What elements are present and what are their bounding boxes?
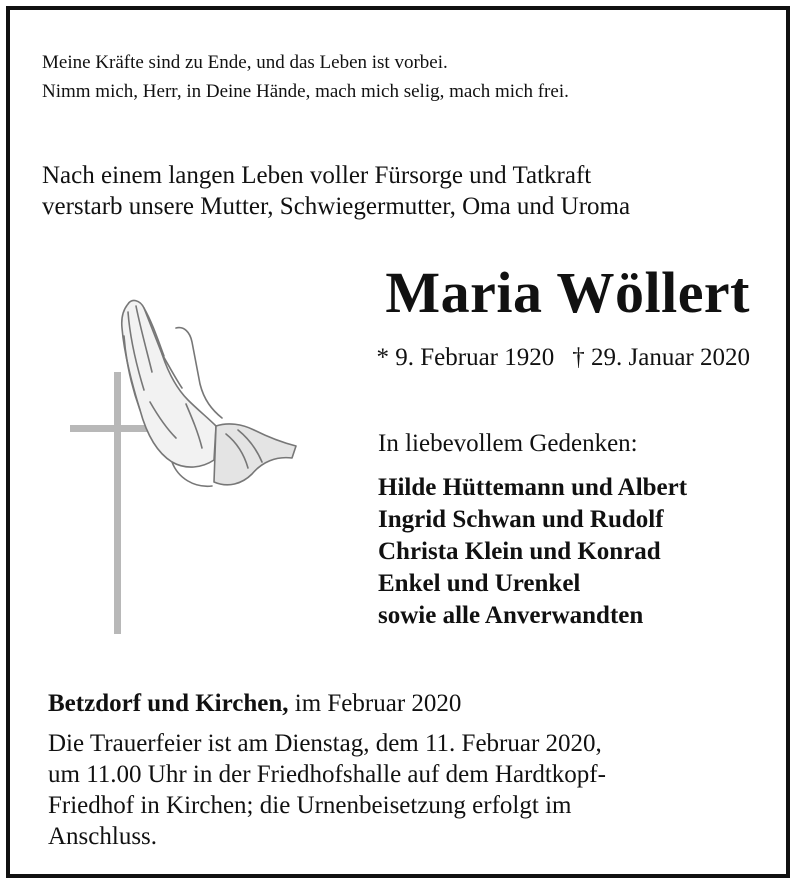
memorial-illustration [66, 292, 306, 642]
obituary-notice [6, 6, 790, 878]
mourner-entry: sowie alle Anverwandten [378, 602, 644, 629]
mourner-entry: Enkel und Urenkel [378, 570, 581, 597]
intro-line: verstarb unsere Mutter, Schwiegermutter, Oma und Uroma [42, 193, 631, 220]
birth-date: * 9. Februar 1920 [376, 344, 555, 371]
life-dates [377, 342, 751, 374]
intro-line: Nach einem langen Leben voller Fürsorge und Tatkraft [42, 162, 592, 189]
death-date: † 29. Januar 2020 [572, 344, 750, 371]
service-line: Die Trauerfeier ist am Dienstag, dem 11. Februar 2020, [48, 730, 602, 757]
place-date-line [48, 688, 461, 720]
place-date: im Februar 2020 [294, 690, 462, 717]
mourners-heading: In liebevollem Gedenken: [378, 430, 638, 457]
service-line: Anschluss. [48, 823, 158, 850]
praying-hands-icon [122, 301, 296, 487]
verse-line: Meine Kräfte sind zu Ende, und das Leben ist vorbei. [42, 52, 448, 73]
verse-line: Nimm mich, Herr, in Deine Hände, mach mich selig, mach mich frei. [42, 81, 569, 102]
mourner-entry: Hilde Hüttemann und Albert [378, 474, 688, 501]
service-line: Friedhof in Kirchen; die Urnenbeisetzung erfolgt im [48, 792, 572, 819]
mourner-entry: Ingrid Schwan und Rudolf [378, 506, 664, 533]
service-info [48, 728, 606, 852]
mourners-list [378, 472, 687, 632]
verse [42, 48, 569, 106]
place-location: Betzdorf und Kirchen, [48, 690, 289, 717]
intro-text [42, 160, 630, 222]
service-line: um 11.00 Uhr in der Friedhofshalle auf dem Hardtkopf- [48, 761, 606, 788]
deceased-name: Maria Wöllert [385, 260, 750, 325]
mourner-entry: Christa Klein und Konrad [378, 538, 661, 565]
